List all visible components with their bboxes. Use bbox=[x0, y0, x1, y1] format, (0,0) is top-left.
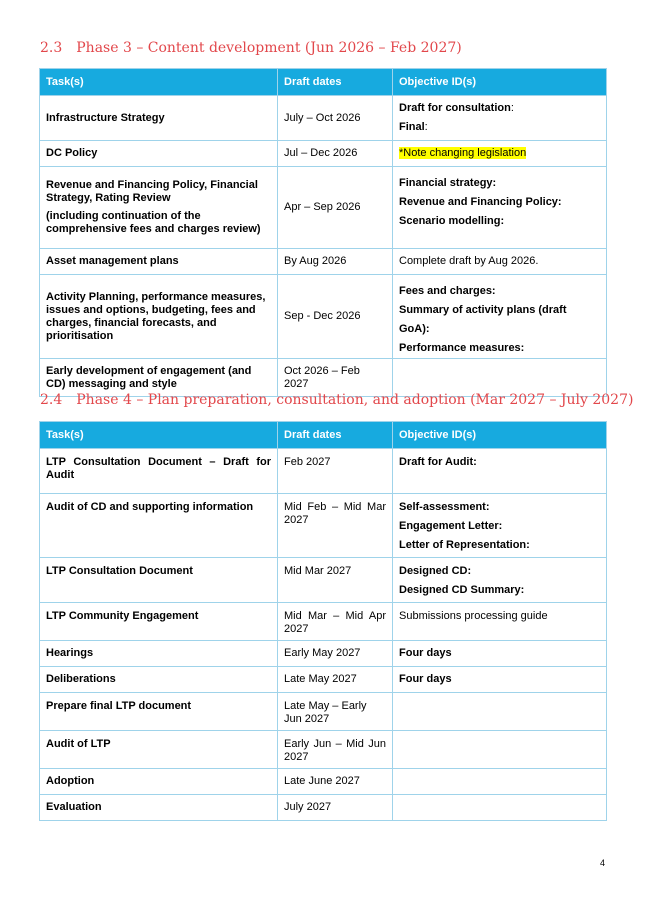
task-cell: Infrastructure Strategy bbox=[40, 96, 278, 141]
table-row bbox=[40, 494, 607, 558]
table-row bbox=[40, 141, 607, 167]
task-cell: Asset management plans bbox=[40, 249, 278, 275]
objective-cell: Complete draft by Aug 2026. bbox=[393, 249, 607, 275]
table-row bbox=[40, 795, 607, 821]
section-heading-2-4 bbox=[40, 392, 633, 408]
table-header-row bbox=[40, 422, 607, 449]
header-draft-dates: Draft dates bbox=[278, 69, 393, 96]
objective-item: Performance measures: bbox=[399, 342, 525, 354]
date-cell: Early May 2027 bbox=[278, 641, 393, 667]
objective-item: Four days bbox=[399, 673, 452, 685]
task-cell: Adoption bbox=[40, 769, 278, 795]
header-tasks: Task(s) bbox=[40, 69, 278, 96]
date-cell: Late May – Early Jun 2027 bbox=[278, 693, 393, 731]
table-header-row bbox=[40, 69, 607, 96]
phase-3-table bbox=[39, 68, 607, 397]
header-objective-ids: Objective ID(s) bbox=[393, 69, 607, 96]
date-cell: Mid Mar 2027 bbox=[278, 558, 393, 603]
page-number: 4 bbox=[600, 858, 606, 868]
objective-cell bbox=[393, 275, 607, 359]
date-cell: Oct 2026 – Feb 2027 bbox=[278, 359, 393, 397]
objective-cell: Submissions processing guide bbox=[393, 603, 607, 641]
date-cell: Early Jun – Mid Jun 2027 bbox=[278, 731, 393, 769]
table-row bbox=[40, 641, 607, 667]
objective-cell: Draft for consultation: Final: bbox=[393, 96, 607, 141]
task-line: (including continuation of the comprehensive fees and charges review) bbox=[46, 210, 261, 235]
objective-item: Final bbox=[399, 121, 425, 133]
section-title: Phase 3 – Content development (Jun 2026 – Feb 2027) bbox=[76, 40, 462, 56]
task-cell: Prepare final LTP document bbox=[40, 693, 278, 731]
table-row bbox=[40, 667, 607, 693]
header-objective-ids: Objective ID(s) bbox=[393, 422, 607, 449]
objective-item: Summary of activity plans (draft GoA): bbox=[399, 304, 567, 335]
date-cell: Mid Mar – Mid Apr 2027 bbox=[278, 603, 393, 641]
table-row bbox=[40, 558, 607, 603]
date-cell: Late May 2027 bbox=[278, 667, 393, 693]
objective-cell bbox=[393, 167, 607, 249]
objective-item: Draft for Audit: bbox=[399, 456, 477, 468]
table-row bbox=[40, 167, 607, 249]
date-cell: Sep - Dec 2026 bbox=[278, 275, 393, 359]
table-row bbox=[40, 449, 607, 494]
date-cell: Feb 2027 bbox=[278, 449, 393, 494]
task-cell: DC Policy bbox=[40, 141, 278, 167]
objective-cell bbox=[393, 449, 607, 494]
task-cell: LTP Consultation Document – Draft for Audit bbox=[40, 449, 278, 494]
phase-4-table bbox=[39, 421, 607, 821]
objective-item: Self-assessment: bbox=[399, 501, 490, 513]
task-cell: Deliberations bbox=[40, 667, 278, 693]
objective-cell bbox=[393, 494, 607, 558]
objective-cell bbox=[393, 769, 607, 795]
date-cell: Mid Feb – Mid Mar 2027 bbox=[278, 494, 393, 558]
objective-item: Engagement Letter: bbox=[399, 520, 503, 532]
date-cell: Apr – Sep 2026 bbox=[278, 167, 393, 249]
highlighted-note: *Note changing legislation bbox=[399, 147, 527, 159]
table-row bbox=[40, 603, 607, 641]
objective-item: Financial strategy: bbox=[399, 177, 497, 189]
objective-cell bbox=[393, 359, 607, 397]
objective-cell bbox=[393, 731, 607, 769]
task-cell: LTP Consultation Document bbox=[40, 558, 278, 603]
objective-cell bbox=[393, 667, 607, 693]
section-number: 2.3 bbox=[40, 40, 63, 56]
objective-cell bbox=[393, 558, 607, 603]
date-cell: Jul – Dec 2026 bbox=[278, 141, 393, 167]
table-row bbox=[40, 249, 607, 275]
objective-item: Four days bbox=[399, 647, 452, 659]
objective-item: Draft for consultation bbox=[399, 102, 511, 114]
task-cell bbox=[40, 167, 278, 249]
objective-cell bbox=[393, 795, 607, 821]
objective-item: Scenario modelling: bbox=[399, 215, 505, 227]
section-title: Phase 4 – Plan preparation, consultation, and adoption (Mar 2027 – July 2027) bbox=[76, 392, 634, 408]
section-heading-2-3 bbox=[40, 40, 462, 56]
task-cell: Audit of CD and supporting information bbox=[40, 494, 278, 558]
task-line: Revenue and Financing Policy, Financial Strategy, Rating Review bbox=[46, 179, 258, 204]
table-row bbox=[40, 769, 607, 795]
date-cell: By Aug 2026 bbox=[278, 249, 393, 275]
date-cell: July 2027 bbox=[278, 795, 393, 821]
date-cell: Late June 2027 bbox=[278, 769, 393, 795]
table-row bbox=[40, 359, 607, 397]
objective-item: Revenue and Financing Policy: bbox=[399, 196, 562, 208]
table-row bbox=[40, 693, 607, 731]
objective-item: Designed CD Summary: bbox=[399, 584, 525, 596]
task-cell: Hearings bbox=[40, 641, 278, 667]
task-cell: LTP Community Engagement bbox=[40, 603, 278, 641]
date-cell: July – Oct 2026 bbox=[278, 96, 393, 141]
objective-cell bbox=[393, 693, 607, 731]
task-cell: Activity Planning, performance measures, issues and options, budgeting, fees and charges, financial forecasts, and prioritisation bbox=[40, 275, 278, 359]
table-row bbox=[40, 731, 607, 769]
table-row bbox=[40, 96, 607, 141]
header-tasks: Task(s) bbox=[40, 422, 278, 449]
objective-cell bbox=[393, 641, 607, 667]
objective-item: Letter of Representation: bbox=[399, 539, 530, 551]
objective-item: Designed CD: bbox=[399, 565, 472, 577]
section-number: 2.4 bbox=[40, 392, 63, 408]
objective-item: Fees and charges: bbox=[399, 285, 496, 297]
objective-cell bbox=[393, 141, 607, 167]
task-cell: Early development of engagement (and CD) messaging and style bbox=[40, 359, 278, 397]
header-draft-dates: Draft dates bbox=[278, 422, 393, 449]
task-cell: Audit of LTP bbox=[40, 731, 278, 769]
table-row bbox=[40, 275, 607, 359]
task-cell: Evaluation bbox=[40, 795, 278, 821]
